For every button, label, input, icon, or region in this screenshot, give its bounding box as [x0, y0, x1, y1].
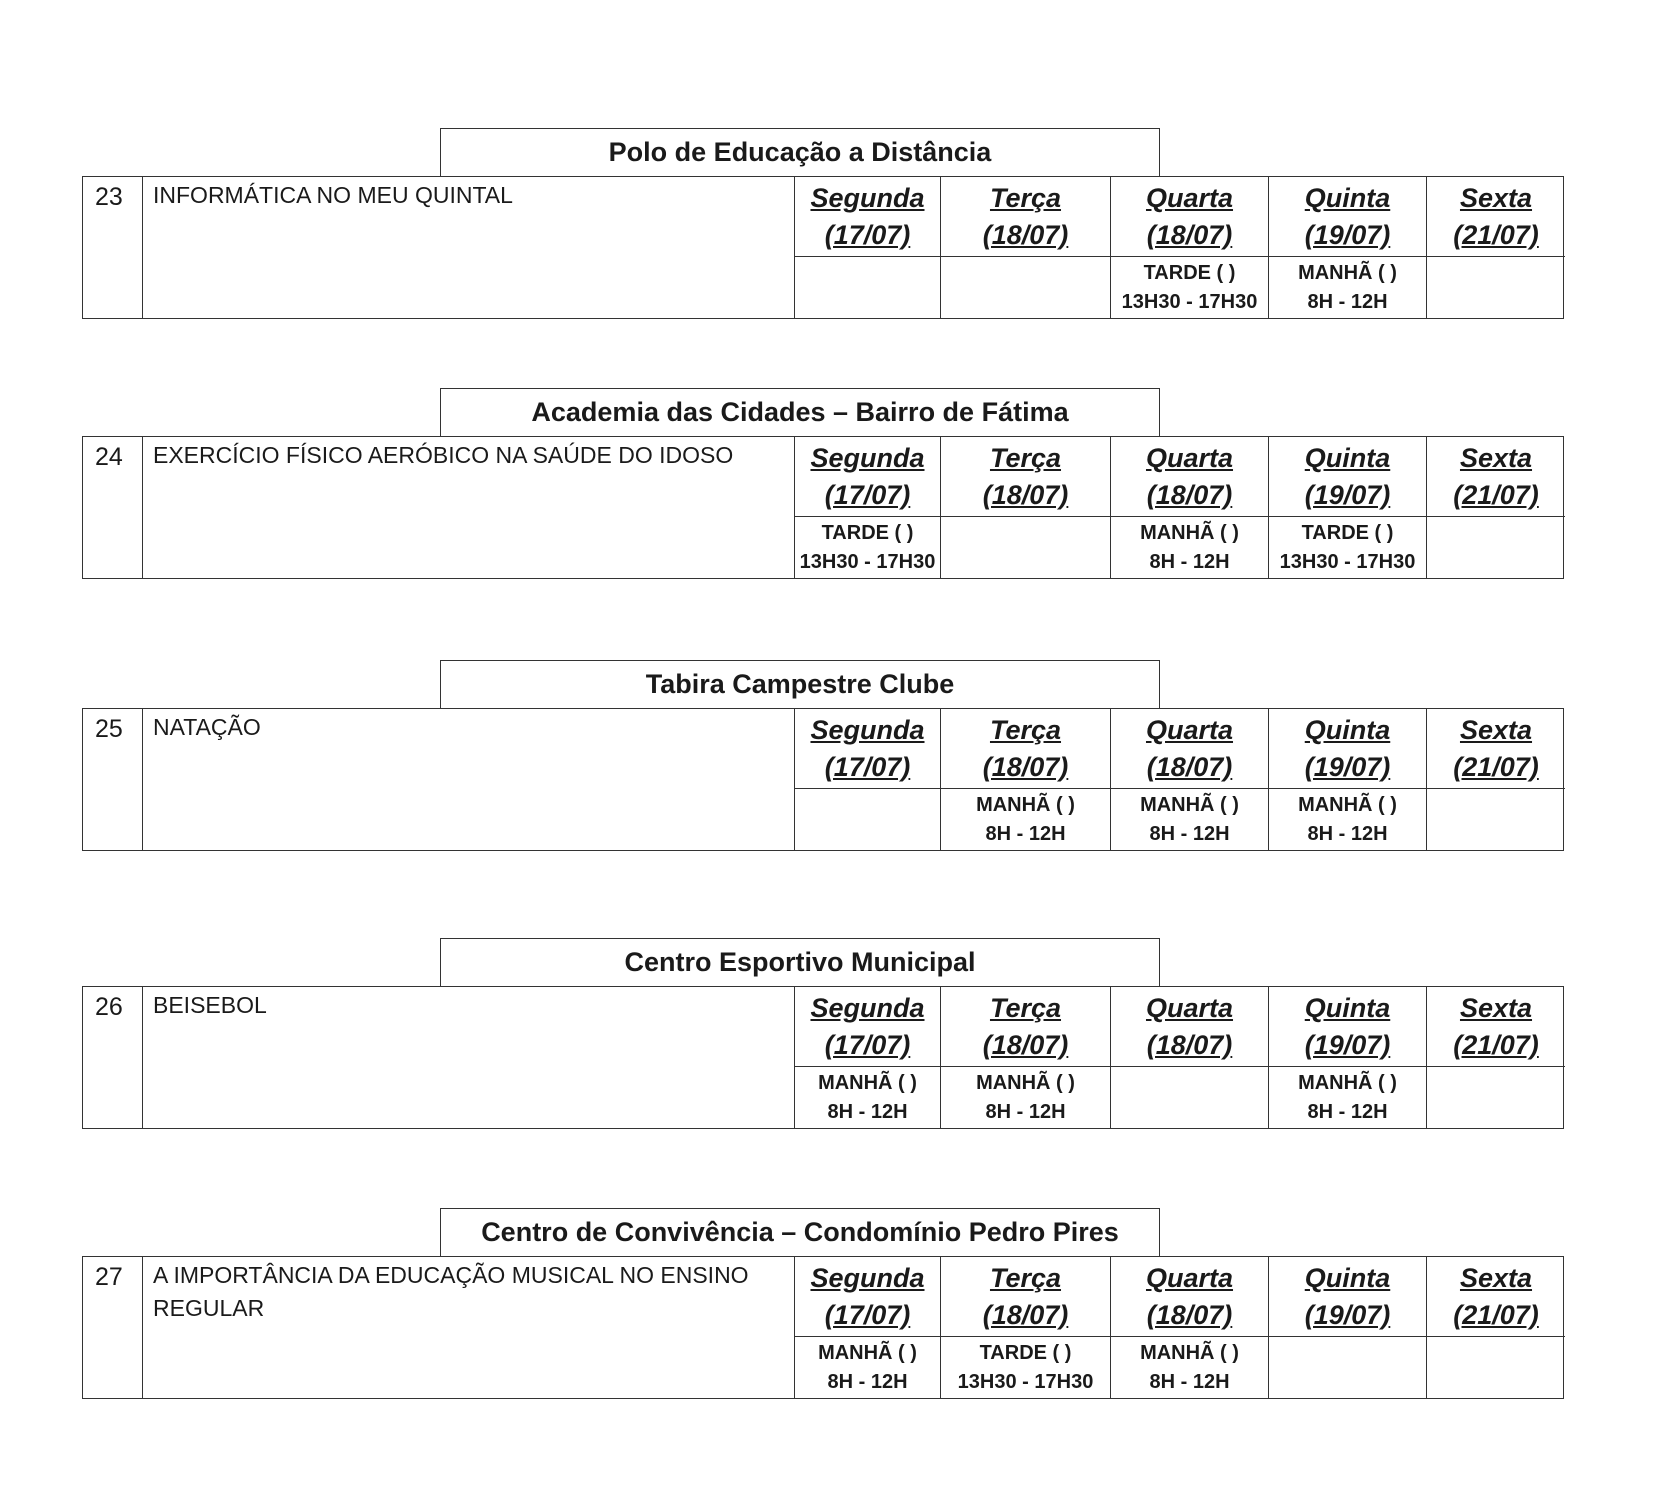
day-header-monday: Segunda (17/07): [795, 987, 941, 1067]
day-header-monday: Segunda (17/07): [795, 437, 941, 517]
day-header-friday: Sexta (21/07): [1427, 987, 1565, 1067]
day-header-thursday: Quinta (19/07): [1269, 1257, 1427, 1337]
schedule-table: [82, 708, 1564, 851]
day-header-thursday: Quinta (19/07): [1269, 987, 1427, 1067]
schedule-table: [82, 176, 1564, 319]
slot-thursday[interactable]: [1269, 1337, 1427, 1398]
slot-wednesday[interactable]: MANHÃ ( ) 8H - 12H: [1111, 789, 1269, 850]
course-name: A IMPORTÂNCIA DA EDUCAÇÃO MUSICAL NO ENSINO REGULAR: [143, 1257, 795, 1398]
course-name: EXERCÍCIO FÍSICO AERÓBICO NA SAÚDE DO IDOSO: [143, 437, 795, 578]
course-name: BEISEBOL: [143, 987, 795, 1128]
slot-wednesday[interactable]: MANHÃ ( ) 8H - 12H: [1111, 517, 1269, 578]
slot-friday[interactable]: [1427, 789, 1565, 850]
day-header-wednesday: Quarta (18/07): [1111, 709, 1269, 789]
day-header-monday: Segunda (17/07): [795, 709, 941, 789]
day-header-wednesday: Quarta (18/07): [1111, 987, 1269, 1067]
slot-wednesday[interactable]: TARDE ( ) 13H30 - 17H30: [1111, 257, 1269, 318]
day-header-thursday: Quinta (19/07): [1269, 437, 1427, 517]
venue-title: Centro de Convivência – Condomínio Pedro Pires: [440, 1208, 1160, 1256]
day-header-wednesday: Quarta (18/07): [1111, 437, 1269, 517]
slot-monday[interactable]: TARDE ( ) 13H30 - 17H30: [795, 517, 941, 578]
course-number: 24: [83, 437, 143, 578]
slot-tuesday[interactable]: MANHÃ ( ) 8H - 12H: [941, 789, 1111, 850]
day-header-tuesday: Terça (18/07): [941, 709, 1111, 789]
course-number: 26: [83, 987, 143, 1128]
day-header-friday: Sexta (21/07): [1427, 437, 1565, 517]
schedule-table: [82, 986, 1564, 1129]
slot-tuesday[interactable]: [941, 257, 1111, 318]
course-number: 25: [83, 709, 143, 850]
schedule-table: [82, 436, 1564, 579]
slot-tuesday[interactable]: TARDE ( ) 13H30 - 17H30: [941, 1337, 1111, 1398]
slot-wednesday[interactable]: [1111, 1067, 1269, 1128]
slot-tuesday[interactable]: MANHÃ ( ) 8H - 12H: [941, 1067, 1111, 1128]
day-header-thursday: Quinta (19/07): [1269, 177, 1427, 257]
slot-monday[interactable]: MANHÃ ( ) 8H - 12H: [795, 1067, 941, 1128]
day-header-tuesday: Terça (18/07): [941, 437, 1111, 517]
slot-friday[interactable]: [1427, 1337, 1565, 1398]
slot-monday[interactable]: MANHÃ ( ) 8H - 12H: [795, 1337, 941, 1398]
day-header-wednesday: Quarta (18/07): [1111, 1257, 1269, 1337]
day-header-tuesday: Terça (18/07): [941, 177, 1111, 257]
day-header-monday: Segunda (17/07): [795, 177, 941, 257]
slot-thursday[interactable]: MANHÃ ( ) 8H - 12H: [1269, 1067, 1427, 1128]
venue-title: Polo de Educação a Distância: [440, 128, 1160, 176]
venue-title: Centro Esportivo Municipal: [440, 938, 1160, 986]
course-name: INFORMÁTICA NO MEU QUINTAL: [143, 177, 795, 318]
day-header-tuesday: Terça (18/07): [941, 1257, 1111, 1337]
day-header-friday: Sexta (21/07): [1427, 709, 1565, 789]
course-number: 23: [83, 177, 143, 318]
slot-monday[interactable]: [795, 789, 941, 850]
course-name: NATAÇÃO: [143, 709, 795, 850]
slot-friday[interactable]: [1427, 1067, 1565, 1128]
day-header-friday: Sexta (21/07): [1427, 177, 1565, 257]
slot-thursday[interactable]: TARDE ( ) 13H30 - 17H30: [1269, 517, 1427, 578]
day-header-tuesday: Terça (18/07): [941, 987, 1111, 1067]
day-header-friday: Sexta (21/07): [1427, 1257, 1565, 1337]
day-header-thursday: Quinta (19/07): [1269, 709, 1427, 789]
venue-title: Academia das Cidades – Bairro de Fátima: [440, 388, 1160, 436]
slot-thursday[interactable]: MANHÃ ( ) 8H - 12H: [1269, 257, 1427, 318]
slot-monday[interactable]: [795, 257, 941, 318]
schedule-table: [82, 1256, 1564, 1399]
slot-friday[interactable]: [1427, 517, 1565, 578]
course-number: 27: [83, 1257, 143, 1398]
slot-wednesday[interactable]: MANHÃ ( ) 8H - 12H: [1111, 1337, 1269, 1398]
venue-title: Tabira Campestre Clube: [440, 660, 1160, 708]
slot-friday[interactable]: [1427, 257, 1565, 318]
slot-tuesday[interactable]: [941, 517, 1111, 578]
day-header-monday: Segunda (17/07): [795, 1257, 941, 1337]
day-header-wednesday: Quarta (18/07): [1111, 177, 1269, 257]
slot-thursday[interactable]: MANHÃ ( ) 8H - 12H: [1269, 789, 1427, 850]
